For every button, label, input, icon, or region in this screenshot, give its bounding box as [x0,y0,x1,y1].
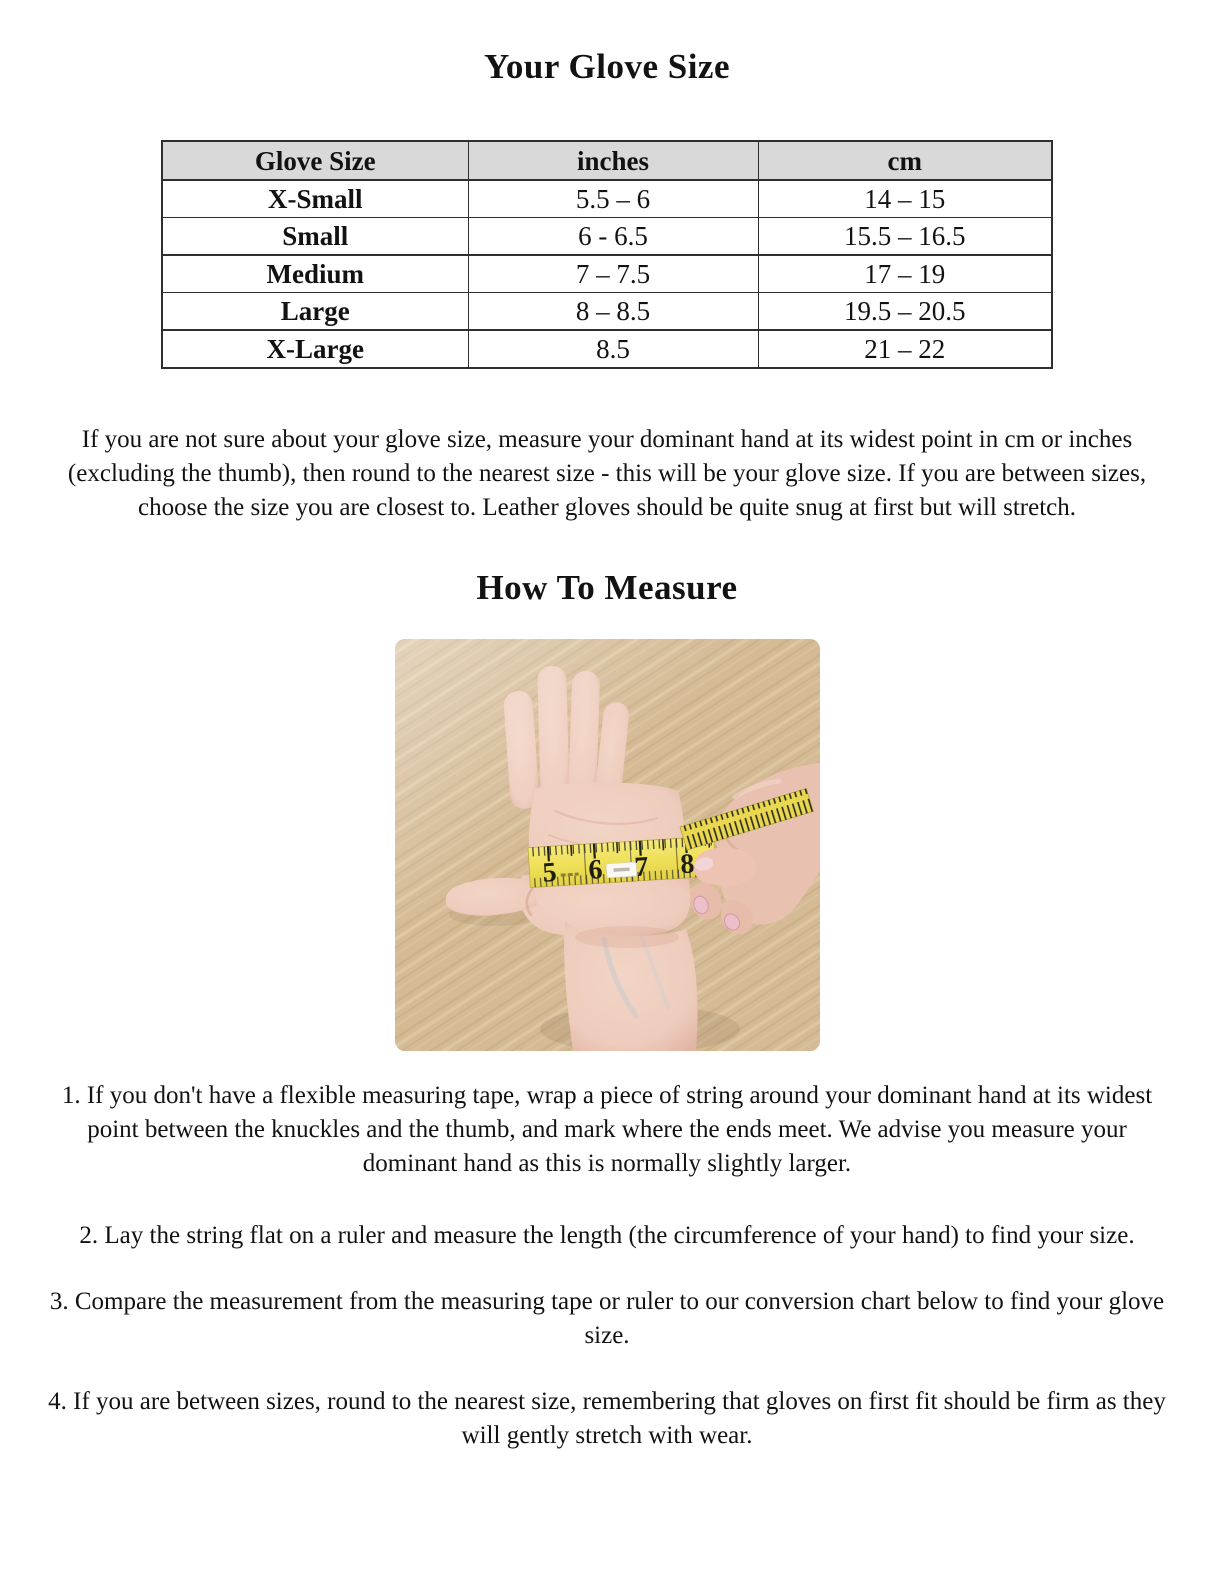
table-row [162,330,1052,368]
table-row [162,180,1052,218]
cell-inches: 6 - 6.5 [468,218,758,256]
instruction-step-3: 3. Compare the measurement from the measuring tape or ruler to our conversion chart below to find your glove size. [49,1288,1165,1349]
cell-size: Small [162,218,468,256]
cell-cm: 14 – 15 [758,180,1052,218]
cell-inches: 5.5 – 6 [468,180,758,218]
cell-inches: 8 – 8.5 [468,293,758,331]
cell-cm: 21 – 22 [758,330,1052,368]
cell-size: Medium [162,255,468,293]
instructions-list [0,1079,1214,1453]
cell-cm: 19.5 – 20.5 [758,293,1052,331]
size-chart-table [161,140,1053,369]
measurement-photo [395,639,820,1051]
cell-cm: 15.5 – 16.5 [758,218,1052,256]
cell-cm: 17 – 19 [758,255,1052,293]
cell-inches: 7 – 7.5 [468,255,758,293]
page-title: Your Glove Size [483,47,730,86]
header-glove-size: Glove Size [162,141,468,180]
instruction-step-1: 1. If you don't have a flexible measuring tape, wrap a piece of string around your dominant hand at its widest point between the knuckles and the thumb, and mark where the ends meet. We advise you measure your dominant hand as this is normally slightly larger. [61,1082,1153,1177]
header-cm: cm [758,141,1052,180]
photo-light-overlay [395,639,820,1051]
intro-paragraph: If you are not sure about your glove size, measure your dominant hand at its widest point in cm or inches (excluding the thumb), then round to the nearest size - this will be your glove size. If you are between sizes, choose the size you are closest to. Leather gloves should be quite snug at first but will stretch. [67,426,1147,521]
header-inches: inches [468,141,758,180]
how-to-measure-heading: How To Measure [476,568,738,607]
cell-size: X-Small [162,180,468,218]
size-chart-header-row [162,141,1052,180]
table-row [162,255,1052,293]
table-row [162,293,1052,331]
cell-inches: 8.5 [468,330,758,368]
table-row [162,218,1052,256]
hand-measurement-illustration [395,639,820,1051]
cell-size: Large [162,293,468,331]
instruction-step-2: 2. Lay the string flat on a ruler and measure the length (the circumference of your hand) to find your size. [79,1222,1135,1249]
photo-frame [395,639,820,1051]
cell-size: X-Large [162,330,468,368]
instruction-step-4: 4. If you are between sizes, round to the nearest size, remembering that gloves on first fit should be firm as they will gently stretch with wear. [48,1388,1166,1449]
